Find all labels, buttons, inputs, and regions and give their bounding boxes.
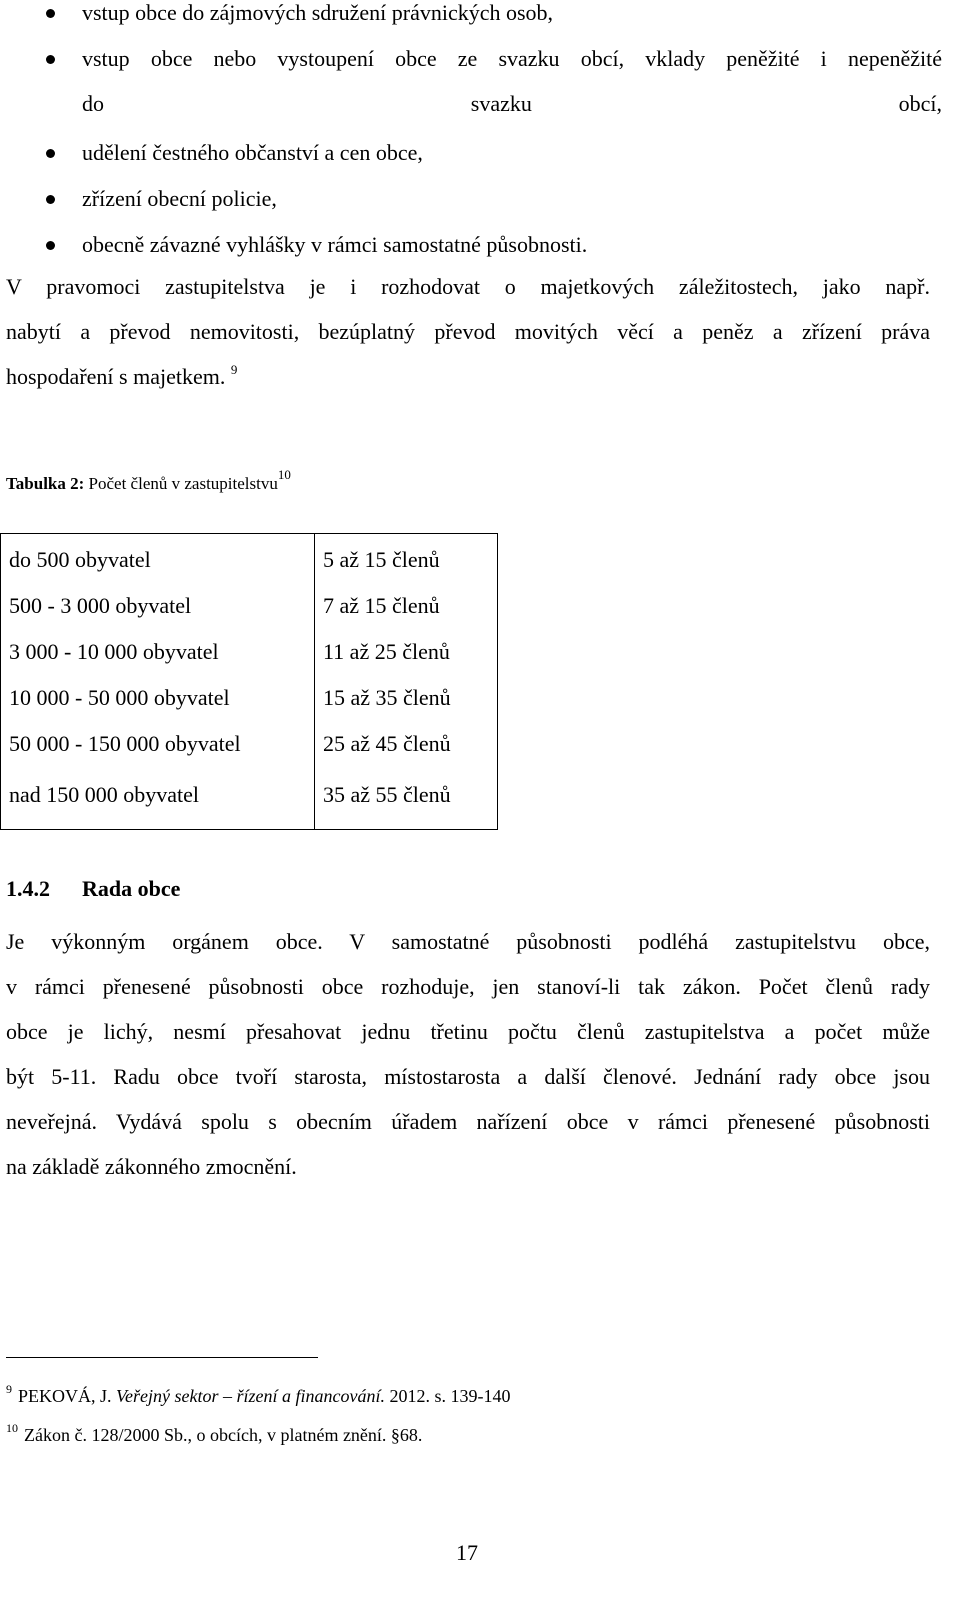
population-cell: 3 000 - 10 000 obyvatel [1,629,315,675]
bullet-icon [46,149,55,158]
members-table [0,533,498,830]
list-item-text: obecně závazné vyhlášky v rámci samostatné působnosti. [82,232,588,257]
list-item-text: udělení čestného občanství a cen obce, [82,140,423,165]
members-cell: 11 až 25 členů [315,629,498,675]
paragraph-line: obce je lichý, nesmí přesahovat jednu třetinu počtu členů zastupitelstva a počet může [6,1019,930,1044]
paragraph-line-text: hospodaření s majetkem. [6,364,226,389]
footnote-author: PEKOVÁ, J. [18,1386,112,1406]
list-item [82,222,942,268]
table-row [1,583,498,629]
table-row [1,675,498,721]
footnote-ref-10[interactable]: 10 [277,467,291,482]
population-cell: 500 - 3 000 obyvatel [1,583,315,629]
members-cell: 15 až 35 členů [315,675,498,721]
table-caption-text: Počet členů v zastupitelstvu [88,474,278,493]
table-caption [6,467,291,494]
population-cell: nad 150 000 obyvatel [1,767,315,830]
footnote-ref-9[interactable]: 9 [230,362,238,377]
footnote-number: 9 [6,1382,12,1396]
table-row [1,534,498,584]
list-item [82,130,942,176]
bullet-icon [46,55,55,64]
list-item [82,0,942,36]
paragraph-line: Je výkonným orgánem obce. V samostatné působnosti podléhá zastupitelstvu obce, [6,929,930,954]
footnote-title: Veřejný sektor – řízení a financování. [116,1386,385,1406]
table-row [1,721,498,767]
members-cell: 35 až 55 členů [315,767,498,830]
page-number: 17 [456,1540,478,1565]
bullet-icon [46,241,55,250]
section-heading [6,876,180,902]
footnote-text: Zákon č. 128/2000 Sb., o obcích, v platném znění. §68. [24,1425,423,1445]
list-item [82,176,942,222]
bullet-icon [46,195,55,204]
bullet-icon [46,9,55,18]
list-item-text: vstup obce do zájmových sdružení právnických osob, [82,0,554,25]
population-cell: 50 000 - 150 000 obyvatel [1,721,315,767]
list-item [82,36,942,126]
table-row [1,629,498,675]
paragraph-line: V pravomoci zastupitelstva je i rozhodovat o majetkových záležitostech, jako např. [6,274,930,299]
members-cell: 25 až 45 členů [315,721,498,767]
members-cell: 7 až 15 členů [315,583,498,629]
footnote-9 [6,1382,511,1407]
paragraph-council [6,919,930,1189]
members-cell: 5 až 15 členů [315,534,498,584]
list-item-text: zřízení obecní policie, [82,186,277,211]
population-cell: 10 000 - 50 000 obyvatel [1,675,315,721]
list-item-text: vstup obce nebo vystoupení obce ze svazku obcí, vklady peněžité i nepeněžité do svazku obcí, [82,46,942,116]
population-cell: do 500 obyvatel [1,534,315,584]
paragraph-line: v rámci přenesené působnosti obce rozhoduje, jen stanoví-li tak zákon. Počet členů rady [6,974,930,999]
footnote-separator [6,1357,318,1358]
footnote-10 [6,1421,423,1446]
paragraph-line: na základě zákonného zmocnění. [6,1154,297,1179]
paragraph-line: být 5-11. Radu obce tvoří starosta, místostarosta a další členové. Jednání rady obce jsou [6,1064,930,1089]
paragraph-line: nabytí a převod nemovitosti, bezúplatný převod movitých věcí a peněz a zřízení práva [6,319,930,344]
paragraph-line: neveřejná. Vydává spolu s obecním úřadem nařízení obce v rámci přenesené působnosti [6,1109,930,1134]
paragraph-assembly-powers [6,264,930,399]
section-title: Rada obce [82,876,181,901]
footnote-details: 2012. s. 139-140 [389,1386,511,1406]
footnote-number: 10 [6,1421,18,1435]
table-caption-label: Tabulka 2: [6,474,85,493]
table-row [1,767,498,830]
paragraph-line-last [6,354,930,399]
section-number: 1.4.2 [6,876,50,901]
